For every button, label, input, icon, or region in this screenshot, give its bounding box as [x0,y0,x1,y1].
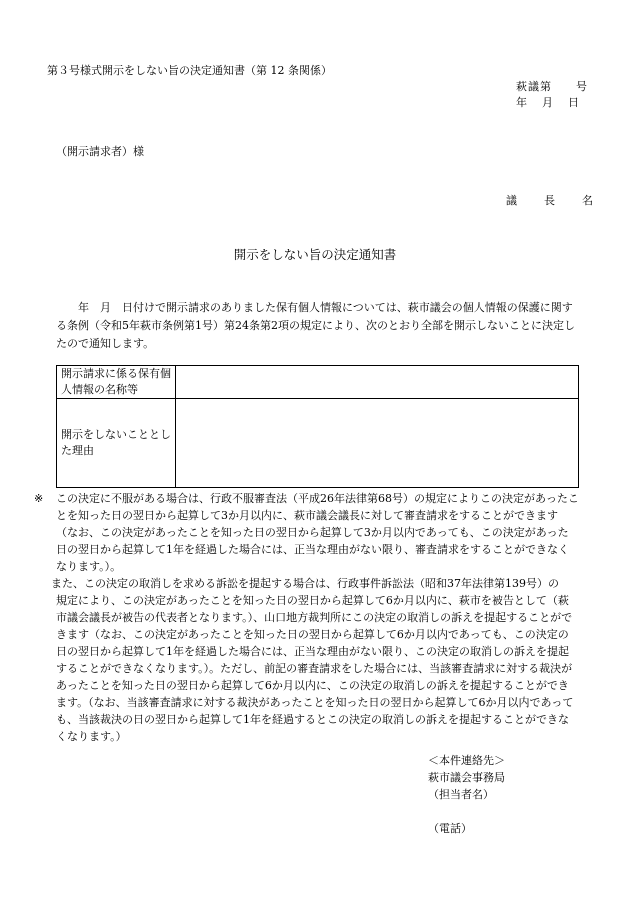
intro-paragraph [56,299,579,353]
note-appeal-text: この決定に不服がある場合は、行政不服審査法（平成26年法律第68号）の規定によりこの決定があったことを知った日の翌日から起算して3か月以内に、萩市議会議長に対して審査請求をすることができます（なお、この決定があったことを知った日の翌日から起算して3か月以内であっても、この決定があった日の翌日から起算して1年を経過した場合には、正当な理由がない限り、審査請求をすることができなくなります。）。 [56,492,579,573]
note-mark: ※ [34,492,44,505]
form-title: 第３号様式開示をしない旨の決定通知書（第 12 条関係） [47,64,332,77]
table-value-reason [176,399,579,488]
table-label-reason: 開示をしないこととした理由 [57,399,176,488]
document-heading: 開示をしない旨の決定通知書 [233,247,397,262]
addressee: （開示請求者）様 [56,145,144,158]
contact-office: 萩市議会事務局 [428,771,505,784]
contact-phone: （電話） [428,822,472,835]
table-row [57,399,579,488]
info-table [56,365,579,488]
table-row [57,366,579,399]
document-date: 年 月 日 [516,96,581,109]
contact-spacer [428,803,505,820]
contact-block [428,752,505,837]
document-number: 萩議第 号 [516,80,588,93]
notes-section [34,490,579,745]
note-appeal [34,490,579,575]
intro-text: 年 月 日付けで開示請求のありました保有個人情報については、萩市議会の個人情報の保護に関する条例（令和5年萩市条例第1号）第24条第2項の規定により、次のとおり全部を開示しないことに決定したので通知します。 [56,301,575,350]
contact-heading: ＜本件連絡先＞ [428,754,505,767]
contact-person: （担当者名） [428,788,494,801]
note-lawsuit-body: 規定により、この決定があったことを知った日の翌日から起算して6か月以内に、萩市を被告として（萩市議会議長が被告の代表者となります。）、山口地方裁判所にこの決定の取消しの訴えを提起することができます（なお、この決定があったことを知った日の翌日から起算して6か月以内であっても、この決定の日の翌日から起算して1年を経過した場合には、正当な理由がない限り、この決定の取消しの訴えを提起することができなくなります。）。ただし、前記の審査請求をした場合には、当該審査請求に対する裁決があったことを知った日の翌日から起算して6か月以内に、この決定の取消しの訴えを提起することができます。（なお、当該審査請求に対する裁決があったことを知った日の翌日から起算して6か月以内であっても、当該裁決の日の翌日から起算して1年を経過するとこの決定の取消しの訴えを提起することができなくなります。） [56,594,574,743]
note-lawsuit-intro: また、この決定の取消しを求める訴訟を提起する場合は、行政事件訴訟法（昭和37年法律第139号）の [51,577,559,590]
table-value-info-name [176,366,579,399]
table-label-info-name: 開示請求に係る保有個人情報の名称等 [57,366,176,399]
chair-name: 議 長 名 [506,194,601,207]
